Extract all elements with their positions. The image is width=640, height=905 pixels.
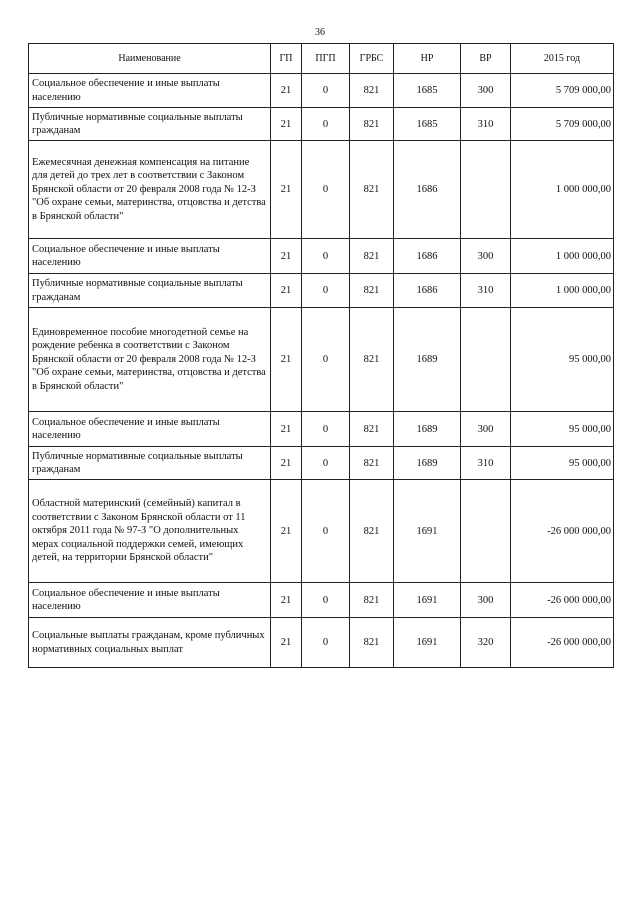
table-row <box>29 618 614 668</box>
row-pgp: 0 <box>302 108 350 141</box>
row-pgp: 0 <box>302 480 350 583</box>
row-nr: 1686 <box>394 239 461 274</box>
row-pgp: 0 <box>302 618 350 668</box>
row-gp: 21 <box>271 239 302 274</box>
row-pgp: 0 <box>302 274 350 308</box>
budget-table <box>28 43 614 668</box>
row-name: Социальное обеспечение и иные выплаты населению <box>29 74 271 108</box>
page-number: 36 <box>315 27 325 38</box>
row-grbs: 821 <box>350 583 394 618</box>
row-gp: 21 <box>271 74 302 108</box>
row-name: Социальное обеспечение и иные выплаты населению <box>29 583 271 618</box>
row-nr: 1689 <box>394 447 461 480</box>
row-nr: 1691 <box>394 618 461 668</box>
table-row <box>29 239 614 274</box>
table-row <box>29 308 614 412</box>
row-gp: 21 <box>271 583 302 618</box>
row-gp: 21 <box>271 108 302 141</box>
row-pgp: 0 <box>302 583 350 618</box>
row-nr: 1685 <box>394 108 461 141</box>
row-amount: 95 000,00 <box>511 308 614 412</box>
row-nr: 1685 <box>394 74 461 108</box>
row-name: Областной материнский (семейный) капитал в соответствии с Законом Брянской области от 11 октября 2011 года № 97-З "О дополнительных мерах социальной поддержки семей, имеющих детей, на территории Брянской области" <box>29 480 271 583</box>
row-gp: 21 <box>271 141 302 239</box>
header-name: Наименование <box>29 44 271 74</box>
row-amount: 5 709 000,00 <box>511 74 614 108</box>
row-grbs: 821 <box>350 74 394 108</box>
row-name: Публичные нормативные социальные выплаты гражданам <box>29 447 271 480</box>
row-nr: 1689 <box>394 412 461 447</box>
row-nr: 1686 <box>394 141 461 239</box>
header-gp: ГП <box>271 44 302 74</box>
header-pgp: ПГП <box>302 44 350 74</box>
table-row <box>29 480 614 583</box>
row-name: Социальные выплаты гражданам, кроме публичных нормативных социальных выплат <box>29 618 271 668</box>
table-header-row <box>29 44 614 74</box>
table-row <box>29 141 614 239</box>
row-amount: 95 000,00 <box>511 412 614 447</box>
row-amount: 1 000 000,00 <box>511 239 614 274</box>
row-grbs: 821 <box>350 480 394 583</box>
header-nr: НР <box>394 44 461 74</box>
row-grbs: 821 <box>350 447 394 480</box>
row-grbs: 821 <box>350 108 394 141</box>
row-gp: 21 <box>271 308 302 412</box>
row-gp: 21 <box>271 480 302 583</box>
row-grbs: 821 <box>350 274 394 308</box>
row-name: Публичные нормативные социальные выплаты гражданам <box>29 108 271 141</box>
row-vr <box>461 141 511 239</box>
table-row <box>29 74 614 108</box>
row-amount: -26 000 000,00 <box>511 618 614 668</box>
table-row <box>29 583 614 618</box>
row-gp: 21 <box>271 618 302 668</box>
row-grbs: 821 <box>350 141 394 239</box>
table-row <box>29 447 614 480</box>
row-vr: 300 <box>461 583 511 618</box>
row-pgp: 0 <box>302 447 350 480</box>
row-amount: 5 709 000,00 <box>511 108 614 141</box>
row-name: Социальное обеспечение и иные выплаты населению <box>29 239 271 274</box>
row-grbs: 821 <box>350 308 394 412</box>
row-amount: 1 000 000,00 <box>511 274 614 308</box>
row-vr <box>461 308 511 412</box>
row-gp: 21 <box>271 412 302 447</box>
row-amount: -26 000 000,00 <box>511 480 614 583</box>
row-vr <box>461 480 511 583</box>
table-row <box>29 412 614 447</box>
row-grbs: 821 <box>350 618 394 668</box>
row-name: Социальное обеспечение и иные выплаты населению <box>29 412 271 447</box>
row-nr: 1686 <box>394 274 461 308</box>
row-vr: 320 <box>461 618 511 668</box>
row-pgp: 0 <box>302 239 350 274</box>
row-amount: 1 000 000,00 <box>511 141 614 239</box>
table-row <box>29 274 614 308</box>
row-gp: 21 <box>271 447 302 480</box>
row-name: Публичные нормативные социальные выплаты гражданам <box>29 274 271 308</box>
row-vr: 300 <box>461 412 511 447</box>
row-nr: 1691 <box>394 480 461 583</box>
header-vr: ВР <box>461 44 511 74</box>
row-vr: 310 <box>461 108 511 141</box>
row-pgp: 0 <box>302 412 350 447</box>
row-vr: 300 <box>461 74 511 108</box>
row-vr: 300 <box>461 239 511 274</box>
row-name: Ежемесячная денежная компенсация на питание для детей до трех лет в соответствии с Законом Брянской области от 20 февраля 2008 года № 12-З "Об охране семьи, материнства, отцовства и детства в Брянской области" <box>29 141 271 239</box>
row-amount: 95 000,00 <box>511 447 614 480</box>
row-grbs: 821 <box>350 239 394 274</box>
row-pgp: 0 <box>302 308 350 412</box>
row-name: Единовременное пособие многодетной семье на рождение ребенка в соответствии с Законом Брянской области от 20 февраля 2008 года № 12-З "Об охране семьи, материнства, отцовства и детства в Брянской области" <box>29 308 271 412</box>
row-vr: 310 <box>461 447 511 480</box>
header-grbs: ГРБС <box>350 44 394 74</box>
row-amount: -26 000 000,00 <box>511 583 614 618</box>
row-gp: 21 <box>271 274 302 308</box>
row-pgp: 0 <box>302 74 350 108</box>
table-row <box>29 108 614 141</box>
header-year: 2015 год <box>511 44 614 74</box>
row-vr: 310 <box>461 274 511 308</box>
row-pgp: 0 <box>302 141 350 239</box>
row-grbs: 821 <box>350 412 394 447</box>
row-nr: 1689 <box>394 308 461 412</box>
row-nr: 1691 <box>394 583 461 618</box>
